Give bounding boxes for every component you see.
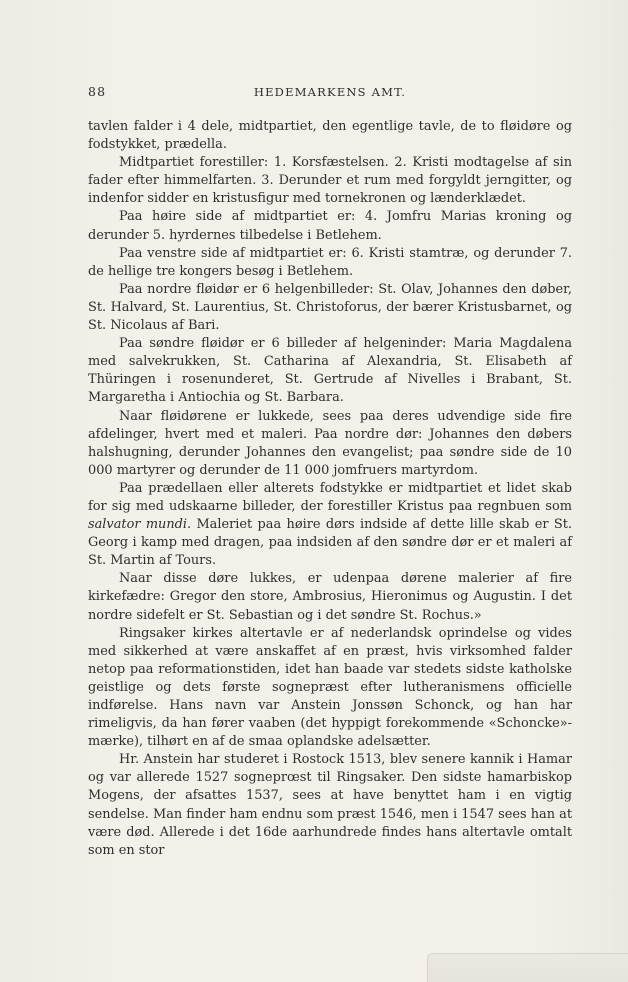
- paragraph: Hr. Anstein har studeret i Rostock 1513, blev senere kannik i Hamar og var allerede 1527 sogneprœst til Ringsaker. Den sidste hamarbiskop Mogens, der afsattes 1537, sees at have benyttet ham i en vigtig sendelse. Man finder ham endnu som præst 1546, men i 1547 sees han at være død. Allerede i det 16de aarhundrede findes hans altertavle omtalt som en stor: [88, 752, 572, 858]
- paragraph: Ringsaker kirkes altertavle er af nederlandsk oprindelse og vides med sikkerhed at være anskaffet af en præst, hvis virksomhed falder netop paa reformationstiden, idet han baade var stedets sidste katholske geistlige og dets første sognepræst efter lutheranismens officielle indførelse. Hans navn var Anstein Jonssøn Schonck, og han har rimeligvis, da han fører vaaben (det hyppigt forekommende «Schoncke»-mærke), tilhørt en af de smaa oplandske adelsætter.: [88, 625, 572, 750]
- italic-phrase: salvator mundi: [88, 517, 188, 533]
- paragraph: Paa prædellaen eller alterets fodstykke er midtpartiet et lidet skab for sig med udskaarne billeder, der forestiller Kristus paa regnbuen som salvator mundi. Maleriet paa høire dørs indside af dette lille skab er St. Georg i kamp med dragen, paa indsiden af den søndre dør er et maleri af St. Martin af Tours.: [88, 480, 573, 569]
- paragraph: Midtpartiet forestiller: 1. Korsfæstelsen. 2. Kristi modtagelse af sin fader efter himmelfarten. 3. Derunder et rum med forgyldt jerngitter, og indenfor sidder en kristusfigur med tornekronen og lænderklædet.: [88, 155, 572, 207]
- paragraph: Paa søndre fløidør er 6 billeder af helgeninder: Maria Magdalena med salvekrukken, St. Catharina af Alexandria, St. Elisabeth af Thüringen i rosenunderet, St. Gertrude af Nivelles i Brabant, St. Margaretha i Antiochia og St. Barbara.: [88, 336, 572, 406]
- body-text: [88, 118, 572, 860]
- paragraph: Paa venstre side af midtpartiet er: 6. Kristi stamtræ, og derunder 7. de hellige tre kongers besøg i Betlehem.: [88, 245, 572, 279]
- paragraph: Paa høire side af midtpartiet er: 4. Jomfru Marias kroning og derunder 5. hyrdernes tilbedelse i Betlehem.: [88, 209, 572, 243]
- paragraph: tavlen falder i 4 dele, midtpartiet, den egentlige tavle, de to fløidøre og fodstykket, prædella.: [88, 119, 572, 153]
- paragraph: Naar fløidørene er lukkede, sees paa deres udvendige side fire afdelinger, hvert med et maleri. Paa nordre dør: Johannes den døbers halshugning, derunder Johannes den evangelist; paa søndre side de 10 000 martyrer og derunder de 11 000 jomfruers martyrdom.: [88, 408, 572, 478]
- page-header: [88, 84, 572, 104]
- running-head: HEDEMARKENS AMT.: [253, 85, 407, 99]
- page-number: 88: [88, 84, 107, 99]
- paragraph: Paa nordre fløidør er 6 helgenbilleder: St. Olav, Johannes den døber, St. Halvard, St. Laurentius, St. Christoforus, der bærer Kristusbarnet, og St. Nicolaus af Bari.: [88, 281, 572, 334]
- paragraph: Naar disse døre lukkes, er udenpaa dørene malerier af fire kirkefædre: Gregor den store, Ambrosius, Hieronimus og Augustin. I det nordre sidefelt er St. Sebastian og i det søndre St. Rochus.»: [88, 571, 572, 623]
- page-corner-shadow: [427, 953, 628, 982]
